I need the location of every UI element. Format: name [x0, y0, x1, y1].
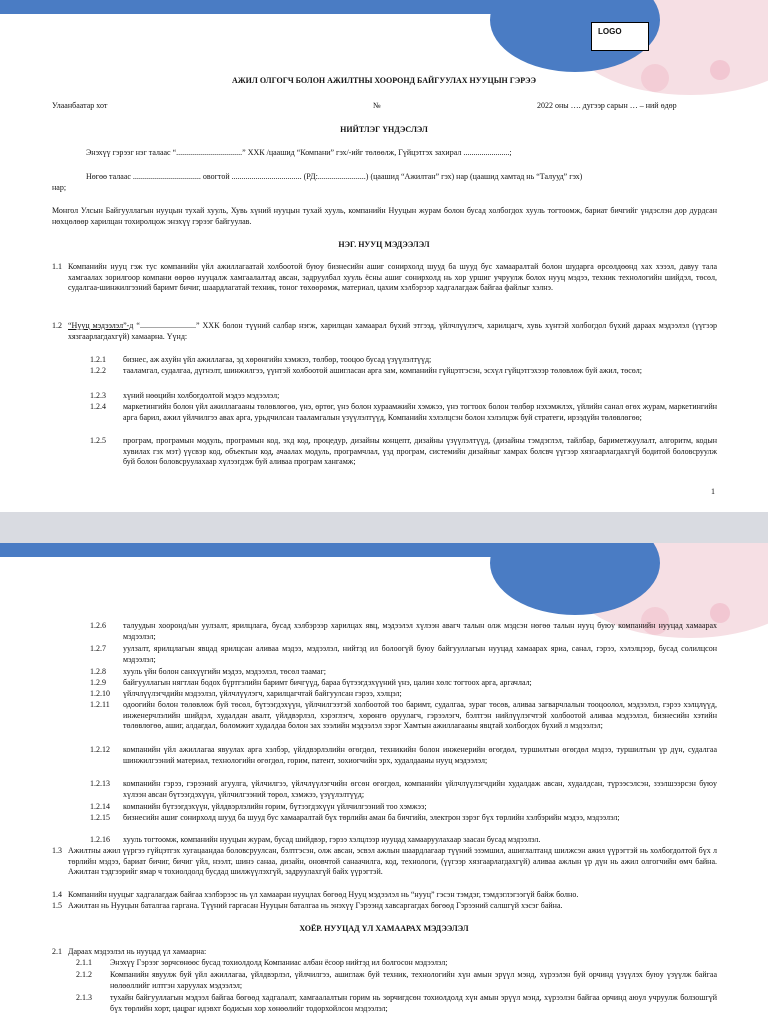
item-number: 1.2.2 — [90, 366, 106, 375]
list-item: уулзалт, ярилцлагын явцад ярилцсан аливаа мэдээ, мэдээлэл, нийтэд ил болоогүй буюу байгууллагын нууцад хамаарах яриа, санал, гэрээ, хэлэлцээр, бусад солилцсон мэдээлэл; — [123, 644, 717, 664]
item-number: 1.2.10 — [90, 689, 110, 698]
logo-placeholder: LOGO — [591, 22, 649, 51]
document-page-2 — [0, 543, 768, 1024]
clause-number: 2.1 — [52, 947, 62, 956]
item-number: 2.1.1 — [76, 958, 92, 967]
list-item: талуудын хооронд/ын уулзалт, ярилцлага, бусад хэлбэрээр харилцах явц, мэдээлэл хүлээн авагч талын олж мэдсэн нөгөө талын нууц буюу компанийн нууцад хамаарах мэдээлэл; — [123, 621, 717, 641]
clause-number: 1.2 — [52, 321, 62, 330]
item-number: 1.2.6 — [90, 621, 106, 630]
list-item: тухайн байгууллагын мэдээл байгаа бөгөөд хадгалалт, хамгаалалтын горим нь зөрчигдсөн тохиолдолд хүн амын эрүүл мэнд, хүрээлэн байгаа орчинд аюул учруулж болзошгүй бүх төрлийн хорт, цацраг идэвхт бодисын хор хөнөөлийг тодорхойлсон мэдээлэл; — [110, 993, 717, 1013]
general-heading: НИЙТЛЭГ ҮНДЭСЛЭЛ — [340, 125, 428, 134]
list-item: одоогийн болон төлөвлөж буй төсөл, бүтээгдэхүүн, үйлчилгээтэй холбоотой тоо баримт, судалгаа, зураг төсөв, аливаа загварчлалын тооцоолол, мэдээлэл, гэрээ хэлцлүүд, инженерчлэлийн шийдэл, худалдан авалт, үйлдвэрлэл, хэрэглэгч, хөрөнгө оруулагч, гэрээлэгч, бэлтгэн нийлүүлэгчтэй холбоотой аливаа мэдээлэл, бизнесийн хэтийн төлөвлөгөө, ашиг, алдагдал, боломжит худалдаа болон зах зээлийн мэдээлэл зэрэг Хамтын ажиллагааны явцтай холбогдох бүхий л мэдээлэл; — [123, 700, 717, 730]
list-item: програм, програмын модуль, програмын код, эхд код, процедур, дизайны концепт, дизайны үзүүлэлтүүд, (дизайны тэмдэглэл, тайлбар, бариметжуулалт, алгоритм, кодын хувилах гэх мэт) үүсвэр код, объектын код, ачаалах модуль, програмчлал, үзд програм, системийн дизайныг хамрах болсвч үүгээр хязгаарлагдахгүй бодитой боловсруулж буй болон боловсруулахаар хүлээгдэж буй аливаа програм хангамж; — [123, 436, 717, 466]
clause-1-1-text: Компанийн нууц гэж тус компанийн үйл ажиллагаатай холбоотой буюу бизнесийн ашиг сонирхолд шууд ба шууд бус хамааралтай болон шударга өрсөлдөөнд хаx хэээл, давуу тала хамгаалах зорилгоор компани өөрөө нууцалж хамгаалалтад авсан, задруулбал хууль ёсны ашиг сонирхолд нь хор уршиг учруулж болох нууц мэдээ, техник технологийн шийдэл, төсөл, судалгаа-шинжилгээний баримт бичиг, шаардлагатай техник, тоног төхөөрөмж, материал, цахим хэлбэрээр хадгалагдаж байгаа файлыг хэлнэ. — [68, 262, 717, 292]
clause-number: 1.3 — [52, 846, 62, 855]
list-item: үйлчлүүлэгчдийн мэдээлэл, үйлчлүүлэгч, харилцагчтай байгуулсан гэрээ, хэлцэл; — [123, 689, 402, 698]
item-number: 2.1.3 — [76, 993, 92, 1002]
item-number: 1.2.9 — [90, 678, 106, 687]
item-number: 1.2.4 — [90, 402, 106, 411]
clause-1-2-body: “............................” ХХК болон түүний салбар нэгж, харилцан хамаарал бүхий этгээд, үйлчлүүлэгч, харилцагч, хувь хүнтэй холбогдол бүхий дараах мэдээлэл (үүгээр хязгаарлагдахгүй) хамаарна. Үүнд: — [68, 321, 718, 341]
list-item: байгууллагын нягтлан бодох бүртгэлийн баримт бичгүүд, бараа бүтээгдэхүүний үнэ, цалин хөлс тогтоох арга, аргачлал; — [123, 678, 532, 687]
list-item: Компанийн явуулж буй үйл ажиллагаа, үйлдвэрлэл, үйлчилгээ, ашиглаж буй техник, технологийн хүн амын эрүүл мэнд, хүрээлэн буй орчинд үзүүлэх буюу үзүүлж байгаа нөлөөллийг илтгэн харуулах мэдээлэл; — [110, 970, 717, 990]
legal-basis-paragraph: Монгол Улсын Байгууллагын нууцын тухай хууль, Хувь хүний нууцын тухай хууль, компанийн Нууцын журам болон бусад холбогдох хууль тогтоомж, бариат бичгийг үндэслэн дор дурдсан нөхцөлөөр харилцан тохиролцож энэхүү гэрээг байгуулав. — [52, 206, 717, 226]
section-one-heading: НЭГ. НУУЦ МЭДЭЭЛЭЛ — [338, 240, 430, 249]
item-number: 1.2.7 — [90, 644, 106, 653]
party-one-text: Энэхүү гэрээг нэг талаас “.................................” ХХК /цаашид “Компани” гэх/-ийг төлөөлж, Гүйцэтгэх захирал .......................; — [86, 148, 512, 157]
party-two-text: Нөгөө талаас .................................. овогтой ................................... (РД:........................) (цаашид “Ажилтан” гэх) нар (цаашид хамтад нь “Талууд” гэх) — [86, 172, 583, 181]
list-item: хууль тогтоомж, компанийн нууцын журам, бусад шийдвэр, гэрээ хэлцлээр нууцад хамааруулахаар заасан бусад мэдээлэл. — [123, 835, 541, 844]
item-number: 1.2.11 — [90, 700, 110, 709]
clause-number: 1.1 — [52, 262, 62, 271]
city-label: Улаанбаатар хот — [52, 101, 108, 110]
clause-1-2-lead: “Нууц мэдээлэл”-д — [68, 321, 134, 330]
clause-1-3-text: Ажилтны ажил үүргээ гүйцэтгэх хугацаандаа боловсруулсан, бэлтгэсэн, олж авсан, эсвэл ажлын шаардлагаар түүний эзэмшил, ашиглалтанд шилжсэн ажил үүрэгтэй нь холбогдолтой бүх л төрлийн мэдээ, бариат бичиг, бичиг үйл, нээлт, шинэ санаа, дизайн, оновчтой санаачилга, код, технологи, (үүгээр хязгаарлагдахгүй) аливаа ажлын үр дүн нь ажил олгогчийн өмч байна. Ажилтан тэдгээрийг ямар ч тохиолдолд бусдад шилжүүлэхгүй, задруулахгүй байх үүрэгтэй. — [68, 846, 717, 876]
document-title: АЖИЛ ОЛГОГЧ БОЛОН АЖИЛТНЫ ХООРОНД БАЙГУУЛАХ НУУЦЫН ГЭРЭЭ — [231, 76, 537, 85]
list-item: хууль үйн болон санхүүгийн мэдээ, мэдээлэл, төсөл таамаг; — [123, 667, 326, 676]
number-sign: № — [373, 101, 381, 110]
clause-number: 1.4 — [52, 890, 62, 899]
list-item: бизнес, аж ахуйн үйл ажиллагаа, эд хөрөнгийн хэмжээ, төлбөр, тооцоо бусад үзүүлэлтүүд; — [123, 355, 432, 364]
list-item: хүний нөөцийн холбогдолтой мэдээ мэдээлэл; — [123, 391, 280, 400]
date-line: 2022 оны …. дугээр сарын … – ний өдөр — [537, 101, 677, 110]
header-banner-decoration — [0, 0, 768, 110]
item-number: 1.2.14 — [90, 802, 110, 811]
list-item: тааламгал, судалгаа, дүгнэлт, шинжилгээ, үүнтэй холбоотой ашиглаcан арга зам, компанийн гүйцэтгэсэн, эсхүл гүйцэтгэхээр төлөвлөж буй ажил, төсөл; — [123, 366, 642, 375]
clause-number: 1.5 — [52, 901, 62, 910]
list-item: Энэхүү Гэрээг зөрчсөнөөс бусад тохиолдолд Компаниас албан ёсоор нийтэд ил болгосон мэдээлэл; — [110, 958, 448, 967]
list-item: компанийн бүтээгдэхүүн, үйлдвэрлэлийн горим, бүтээгдэхүүн үйлчилгээний тоо хэмжээ; — [123, 802, 427, 811]
item-number: 1.2.15 — [90, 813, 110, 822]
list-item: бизнесийн ашиг сонирхолд шууд ба шууд бус хамааралтай бүх төрлийн аман ба бичгийн, электрон зэрэг бүх төрлийн хэлбэрийн мэдээ, мэдээлэл; — [123, 813, 620, 822]
clause-1-5-text: Ажилтан нь Нууцын баталгаа гаргана. Түүний гаргасан Нууцын баталгаа нь энэхүү Гэрээнд хавсаргагдах бөгөөд Гэрээний салшгүй хэсэг байна. — [68, 901, 563, 910]
item-number: 2.1.2 — [76, 970, 92, 979]
item-number: 1.2.1 — [90, 355, 106, 364]
clause-1-2-text — [68, 321, 717, 342]
party-two-end: нар; — [52, 183, 67, 192]
item-number: 1.2.8 — [90, 667, 106, 676]
clause-2-1-text: Дараах мэдээлэл нь нууцад үл хамаарна: — [68, 947, 207, 956]
list-item: маркетингийн болон үйл ажиллагааны төлөвлөгөө, үнэ, өртөг, үнэ болон хураамжийн хэмжээ, үнэ тогтоох болон төлбөр нэхэмжлэх, үйлийн санал өгөх журам, маркетингийн арга барил, ажил үйлчилгээ авах арга, урьдчилсан тааламгалын үзүүлэлтүүд, Компанийн хэлэлцсэн болон хэлэлцэж буй стратеги, ирээдүйн төлөвлөгөө; — [123, 402, 717, 422]
item-number: 1.2.12 — [90, 745, 110, 754]
item-number: 1.2.5 — [90, 436, 106, 445]
list-item: компанийн гэрээ, гэрээний агуулга, үйлчилгээ, үйлчлүүлэгчийн өгсөн өгөгдөл, компанийн үйлчлүүлэгчдийн худалдаж авсан, худалдсан, түрээсэлсэн, зээлшээрсэн буюу хүлээн авсан бүтээгдэхүүн, үйлчилгээний төрөл, хэмжээ, үзүүлэлтүүд; — [123, 779, 717, 799]
section-two-heading: ХОЁР. НУУЦАД ҮЛ ХАМААРАХ МЭДЭЭЛЭЛ — [299, 924, 469, 933]
item-number: 1.2.13 — [90, 779, 110, 788]
list-item: компанийн үйл ажиллагаа явуулах арга хэлбэр, үйлдвэрлэлийн өгөгдөл, техникийн болон инженерийн өгөгдөл, туршилтын өгөгдөл мэдээ, туршилтын үр дүн, судалгаа шинжилгээний материал, технологийн өгөгдөл, горим, патент, зохиогчийн эрх, худалдааны нууц мэдээлэл; — [123, 745, 717, 765]
page-number: 1 — [711, 487, 715, 496]
item-number: 1.2.16 — [90, 835, 110, 844]
clause-1-4-text: Компанийн нууцыг хадгалагдаж байгаа хэлбэрээс нь үл хамааран нууцлах бөгөөд Нууц мэдээлэл нь “нууц” гэсэн тэмдэг, тэмдэглэгээгүй байж болно. — [68, 890, 579, 899]
item-number: 1.2.3 — [90, 391, 106, 400]
